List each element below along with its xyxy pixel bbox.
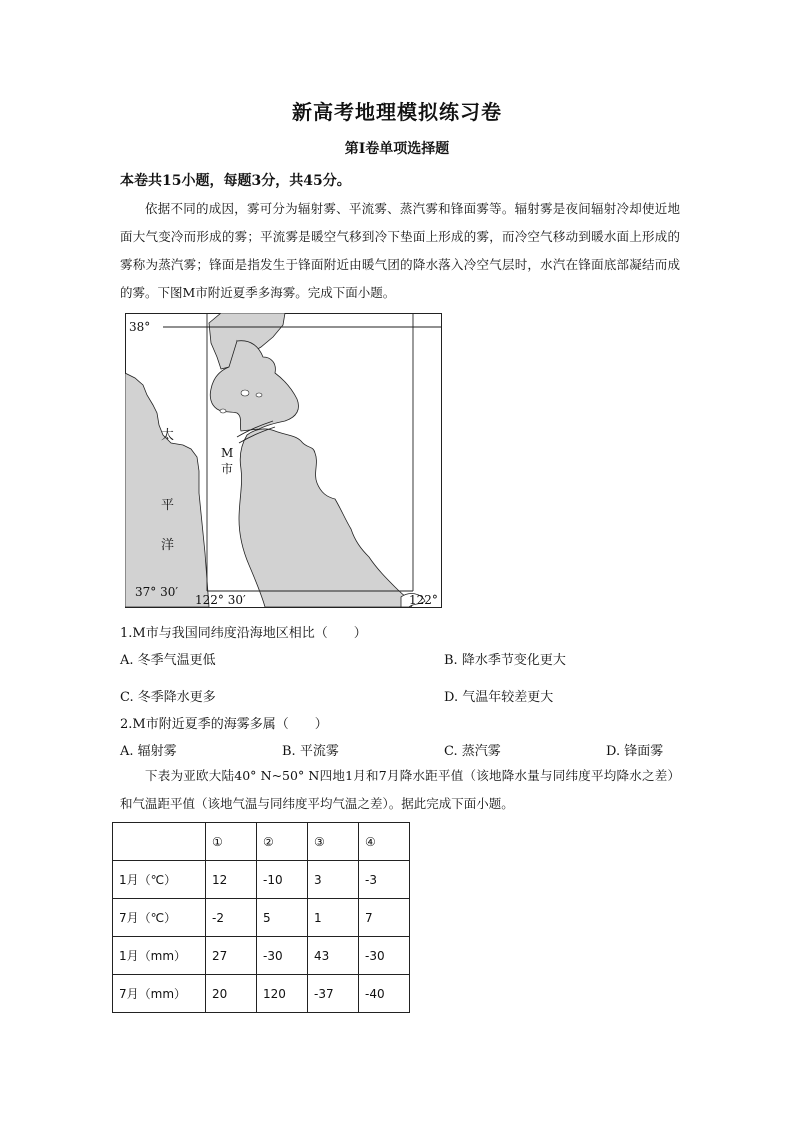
lat-label-38: 38° [129,320,151,334]
option-text: 冬季气温更低 [137,653,216,668]
ocean-label-1: 太 [161,428,175,443]
q1-option-a[interactable] [120,649,216,668]
table-row [113,937,410,975]
island-3 [256,393,262,397]
option-text: 平流雾 [299,744,339,759]
table-cell: 12 [206,861,257,899]
city-label-m: M [221,446,234,460]
table-cell: -10 [257,861,308,899]
table-cell: -2 [206,899,257,937]
table-cell: -3 [359,861,410,899]
table-cell: 1月（mm） [113,937,206,975]
table-row [113,861,410,899]
table-cell: 20 [206,975,257,1013]
question-1-stem: 1.M市与我国同纬度沿海地区相比（ ） [120,626,367,641]
q2-option-d[interactable] [606,740,663,759]
table-header-cell: ④ [359,823,410,861]
table-cell: -37 [308,975,359,1013]
option-label: B. [444,653,458,668]
table-cell: 27 [206,937,257,975]
table-header-cell: ① [206,823,257,861]
section-instruction: 本卷共15小题，每题3分，共45分。 [120,173,351,189]
question-2-stem: 2.M市附近夏季的海雾多属（ ） [120,717,328,732]
option-text: 锋面雾 [624,744,664,759]
table-header-cell [113,823,206,861]
option-label: C. [444,744,458,759]
table-cell: -30 [257,937,308,975]
ocean-label-2: 平 [161,498,175,513]
map-figure [125,313,442,608]
table-cell: 1月（℃） [113,861,206,899]
q1-option-d[interactable] [444,686,553,705]
table-cell: 1 [308,899,359,937]
table-row [113,975,410,1013]
option-label: A. [120,744,134,759]
table-cell: 120 [257,975,308,1013]
table-header-row [113,823,410,861]
option-label: C. [120,690,134,705]
table-cell: -30 [359,937,410,975]
page-title: 新高考地理模拟练习卷 [292,100,502,124]
section-title: 第I卷单项选择题 [344,141,450,157]
table-cell: -40 [359,975,410,1013]
q2-option-b[interactable] [282,740,339,759]
island-1 [220,409,226,413]
option-text: 蒸汽雾 [461,744,501,759]
ocean-label-3: 洋 [161,538,175,553]
option-text: 冬季降水更多 [137,690,216,705]
option-text: 降水季节变化更大 [461,653,566,668]
q2-option-c[interactable] [444,740,501,759]
table-cell: 7月（mm） [113,975,206,1013]
lon-label-122-30: 122° 30′ [195,593,246,607]
table-cell: 43 [308,937,359,975]
passage-fog: 依据不同的成因，雾可分为辐射雾、平流雾、蒸汽雾和锋面雾等。辐射雾是夜间辐射冷却使近地面大气变冷而形成的雾；平流雾是暖空气移到冷下垫面上形成的雾，而冷空气移动到暖水面上形成的雾称为蒸汽雾；锋面是指发生于锋面附近由暖气团的降水落入冷空气层时，水汽在锋面底部凝结而成的雾。下图M市附近夏季多海雾。完成下面小题。 [120,201,680,300]
island-2 [241,390,249,396]
lat-label-37-30: 37° 30′ [135,585,179,599]
anomaly-table [112,822,410,1013]
passage-table-intro: 下表为亚欧大陆40° N~50° N四地1月和7月降水距平值（该地降水量与同纬度平均降水之差）和气温距平值（该地气温与同纬度平均气温之差）。据此完成下面小题。 [120,768,680,811]
option-label: B. [282,744,296,759]
table-cell: 7月（℃） [113,899,206,937]
table-cell: 5 [257,899,308,937]
city-label-shi: 市 [221,462,234,476]
option-text: 辐射雾 [137,744,177,759]
q1-option-b[interactable] [444,649,566,668]
table-cell: 3 [308,861,359,899]
option-label: D. [444,690,459,705]
table-cell: 7 [359,899,410,937]
q1-option-c[interactable] [120,686,216,705]
option-text: 气温年较差更大 [462,690,554,705]
option-label: D. [606,744,621,759]
table-row [113,899,410,937]
table-header-cell: ③ [308,823,359,861]
q2-option-a[interactable] [120,740,177,759]
table-header-cell: ② [257,823,308,861]
lon-label-122: 122° [409,593,438,607]
option-label: A. [120,653,134,668]
